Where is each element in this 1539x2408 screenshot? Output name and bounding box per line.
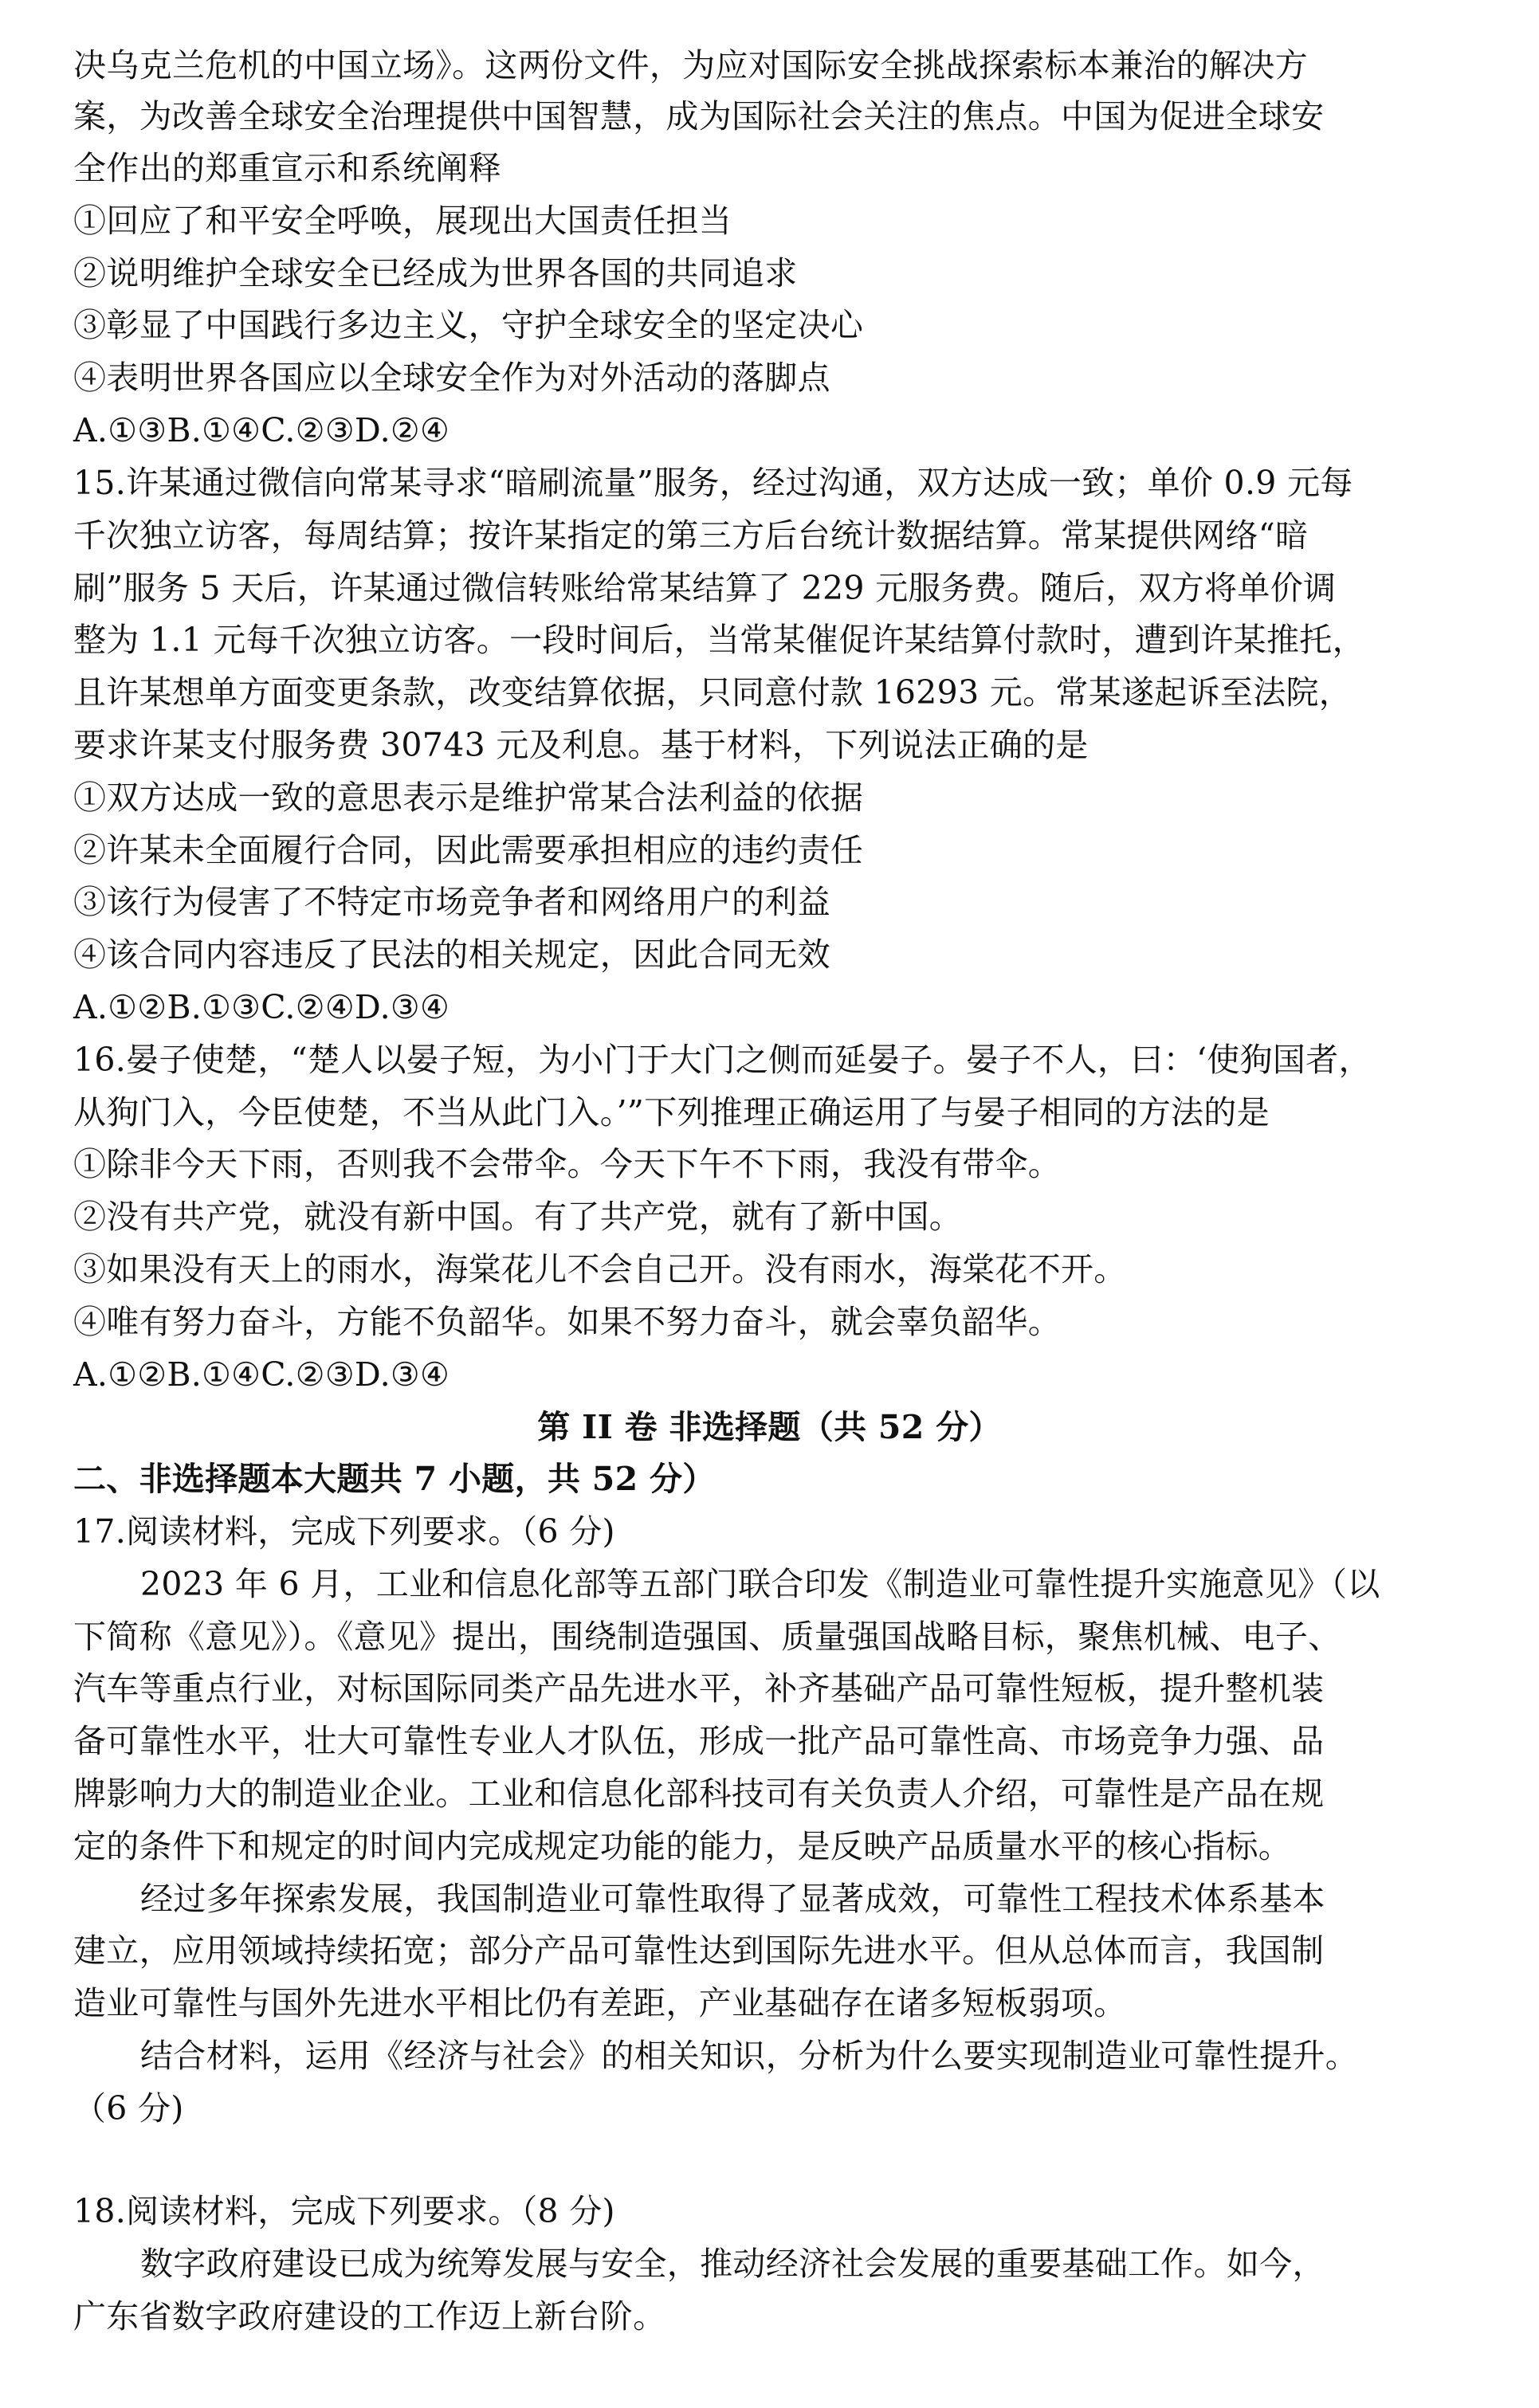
q17-question-line-2: （6 分) <box>73 2089 184 2128</box>
q18-para1-line-2: 广东省数字政府建设的工作迈上新台阶。 <box>73 2297 666 2335</box>
q15-option-1: ①双方达成一致的意思表示是维护常某合法利益的依据 <box>73 778 864 817</box>
q16-stem-line-2: 从狗门入，今臣使楚，不当从此门入。’”下列推理正确运用了与晏子相同的方法的是 <box>73 1093 1270 1131</box>
q17-para1-line-2: 下简称《意见》）。《意见》提出，围绕制造强国、质量强国战略目标，聚焦机械、电子、 <box>73 1618 1341 1656</box>
q15-stem-line-6: 要求许某支付服务费 30743 元及利息。基于材料，下列说法正确的是 <box>73 726 1089 764</box>
q16-choices: A.①②B.①④C.②③D.③④ <box>73 1355 450 1394</box>
q17-para2-line-2: 建立，应用领域持续拓宽；部分产品可靠性达到国际先进水平。但从总体而言，我国制 <box>73 1931 1325 1970</box>
q14-option-4: ④表明世界各国应以全球安全作为对外活动的落脚点 <box>73 359 830 397</box>
q17-para2-line-1: 经过多年探索发展，我国制造业可靠性取得了显著成效，可靠性工程技术体系基本 <box>140 1880 1325 1918</box>
q15-option-3: ③该行为侵害了不特定市场竞争者和网络用户的利益 <box>73 883 830 921</box>
q14-option-1: ①回应了和平安全呼唤，展现出大国责任担当 <box>73 202 732 240</box>
q14-stem-line-1: 决乌克兰危机的中国立场》。这两份文件，为应对国际安全挑战探索标本兼治的解决方 <box>73 46 1308 84</box>
q15-choices: A.①②B.①③C.②④D.③④ <box>73 988 450 1026</box>
section2-heading: 二、非选择题本大题共 7 小题，共 52 分） <box>73 1460 716 1498</box>
q16-option-3: ③如果没有天上的雨水，海棠花儿不会自己开。没有雨水，海棠花不开。 <box>73 1250 1127 1288</box>
q17-para1-line-5: 牌影响力大的制造业企业。工业和信息化部科技司有关负责人介绍，可靠性是产品在规 <box>73 1775 1325 1813</box>
q16-option-2: ②没有共产党，就没有新中国。有了共产党，就有了新中国。 <box>73 1198 963 1236</box>
q16-option-4: ④唯有努力奋斗，方能不负韶华。如果不努力奋斗，就会辜负韶华。 <box>73 1303 1061 1341</box>
q17-para1-line-1: 2023 年 6 月，工业和信息化部等五部门联合印发《制造业可靠性提升实施意见》（以 <box>140 1565 1380 1603</box>
q15-option-2: ②许某未全面履行合同，因此需要承担相应的违约责任 <box>73 831 864 869</box>
q17-question-line-1: 结合材料，运用《经济与社会》的相关知识，分析为什么要实现制造业可靠性提升。 <box>140 2037 1359 2075</box>
q15-stem-line-1: 15.许某通过微信向常某寻求“暗刷流量”服务，经过沟通，双方达成一致；单价 0.9 元每 <box>73 464 1353 502</box>
q14-choices: A.①③B.①④C.②③D.②④ <box>73 411 450 449</box>
q16-stem-line-1: 16.晏子使楚，“楚人以晏子短，为小门于大门之侧而延晏子。晏子不人，曰：‘使狗国者， <box>73 1041 1372 1079</box>
q18-title: 18.阅读材料，完成下列要求。（8 分) <box>73 2192 615 2230</box>
q15-option-4: ④该合同内容违反了民法的相关规定，因此合同无效 <box>73 935 830 974</box>
q17-title: 17.阅读材料，完成下列要求。（6 分) <box>73 1512 615 1551</box>
q17-para2-line-3: 造业可靠性与国外先进水平相比仍有差距，产业基础存在诸多短板弱项。 <box>73 1984 1127 2022</box>
q15-stem-line-5: 且许某想单方面变更条款，改变结算依据，只同意付款 16293 元。常某遂起诉至法院， <box>73 673 1353 712</box>
q14-option-3: ③彰显了中国践行多边主义，守护全球安全的坚定决心 <box>73 306 864 344</box>
q17-para1-line-4: 备可靠性水平，壮大可靠性专业人才队伍，形成一批产品可靠性高、市场竞争力强、品 <box>73 1722 1325 1760</box>
q14-stem-line-3: 全作出的郑重宣示和系统阐释 <box>73 149 501 187</box>
q14-option-2: ②说明维护全球安全已经成为世界各国的共同追求 <box>73 254 798 292</box>
q18-para1-line-1: 数字政府建设已成为统筹发展与安全，推动经济社会发展的重要基础工作。如今， <box>140 2245 1325 2283</box>
q16-option-1: ①除非今天下雨，否则我不会带伞。今天下午不下雨，我没有带伞。 <box>73 1145 1061 1183</box>
part2-title: 第 II 卷 非选择题（共 52 分） <box>537 1408 1002 1446</box>
q17-para1-line-6: 定的条件下和规定的时间内完成规定功能的能力，是反映产品质量水平的核心指标。 <box>73 1827 1292 1865</box>
q14-stem-line-2: 案，为改善全球安全治理提供中国智慧，成为国际社会关注的焦点。中国为促进全球安 <box>73 97 1325 135</box>
q15-stem-line-3: 刷”服务 5 天后，许某通过微信转账给常某结算了 229 元服务费。随后，双方将单价调 <box>73 569 1337 607</box>
q15-stem-line-4: 整为 1.1 元每千次独立访客。一段时间后，当常某催促许某结算付款时，遭到许某推托， <box>73 621 1365 659</box>
q15-stem-line-2: 千次独立访客，每周结算；按许某指定的第三方后台统计数据结算。常某提供网络“暗 <box>73 516 1309 555</box>
q17-para1-line-3: 汽车等重点行业，对标国际同类产品先进水平，补齐基础产品可靠性短板，提升整机装 <box>73 1669 1325 1708</box>
